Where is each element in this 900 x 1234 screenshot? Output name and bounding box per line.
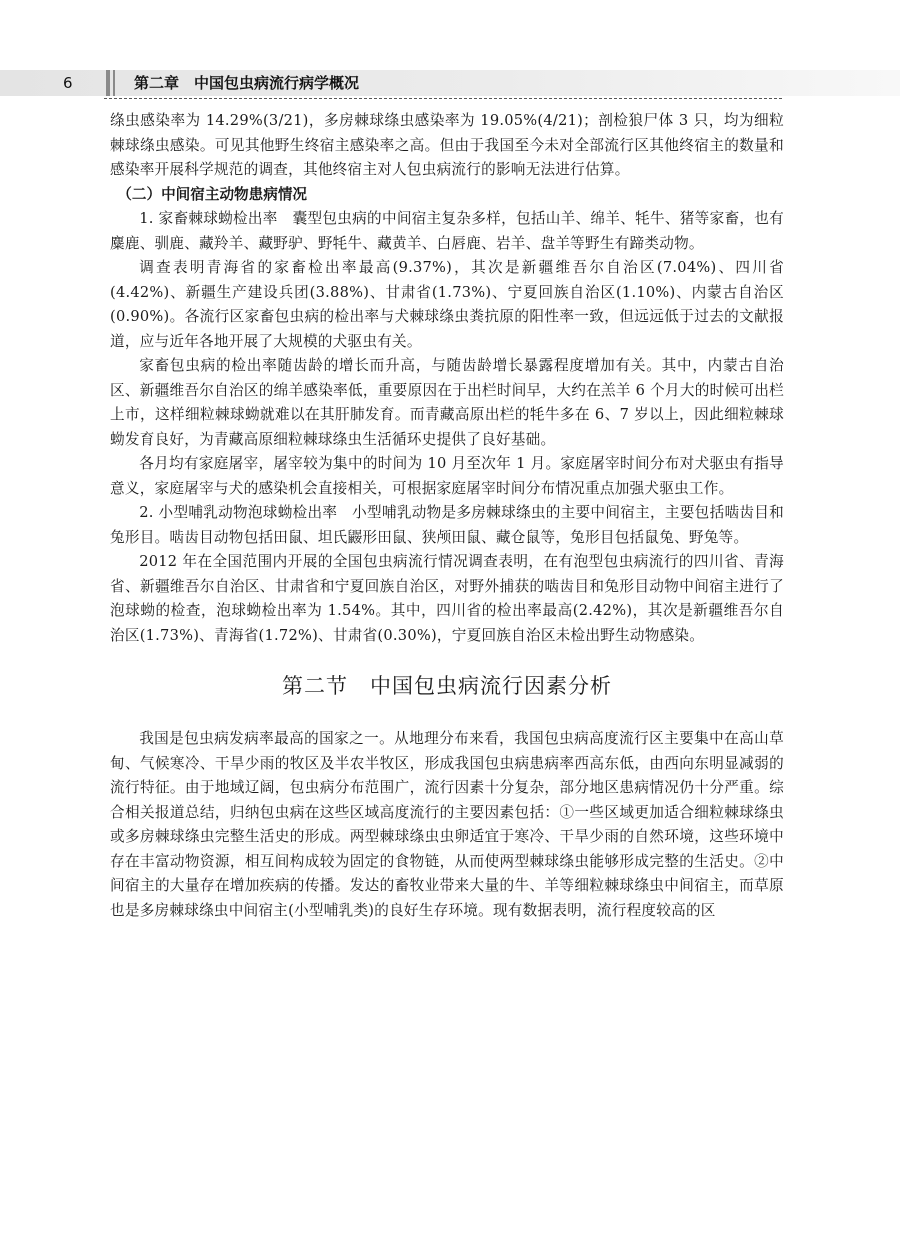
paragraph-continued: 绦虫感染率为 14.29%(3/21)，多房棘球绦虫感染率为 19.05%(4/21)；剖检狼尸体 3 只，均为细粒棘球绦虫感染。可见其他野生终宿主感染率之高。但由于我国至今未对全部流行区其他终宿主的数量和感染率开展科学规范的调查，其他终宿主对人包虫病流行的影响无法进行估算。 xyxy=(110,112,784,178)
paragraph-2012-survey: 2012 年在全国范围内开展的全国包虫病流行情况调查表明，在有泡型包虫病流行的四川省、青海省、新疆维吾尔自治区、甘肃省和宁夏回族自治区，对野外捕获的啮齿目和兔形目动物中间宿主进行了泡球蚴的检查，泡球蚴检出率为 1.54%。其中，四川省的检出率最高(2.42%)，其次是新疆维吾尔自治区(1.73%)、青海省(1.72%)、甘肃省(0.30%)，宁夏回族自治区未检出野生动物感染。 xyxy=(110,553,784,644)
section-heading: 第二节 中国包虫病流行因素分析 xyxy=(282,674,612,698)
paragraph-slaughter-timing: 各月均有家庭屠宰，屠宰较为集中的时间为 10 月至次年 1 月。家庭屠宰时间分布对犬驱虫有指导意义，家庭屠宰与犬的感染机会直接相关，可根据家庭屠宰时间分布情况重点加强犬驱虫工作。 xyxy=(110,455,784,497)
paragraph-small-mammals: 2. 小型哺乳动物泡球蚴检出率 小型哺乳动物是多房棘球绦虫的主要中间宿主，主要包括啮齿目和兔形目。啮齿目动物包括田鼠、坦氏鼹形田鼠、狭颅田鼠、藏仓鼠等，兔形目包括鼠兔、野兔等。 xyxy=(110,504,784,546)
page-number: 6 xyxy=(63,74,73,92)
paragraph-survey-results: 调查表明青海省的家畜检出率最高(9.37%)，其次是新疆维吾尔自治区(7.04%)、四川省(4.42%)、新疆生产建设兵团(3.88%)、甘肃省(1.73%)、宁夏回族自治区(1.10%)、内蒙古自治区(0.90%)。各流行区家畜包虫病的检出率与犬棘球绦虫粪抗原的阳性率一致，但远远低于过去的文献报道，应与近年各地开展了大规模的犬驱虫有关。 xyxy=(110,259,784,350)
page-body xyxy=(110,109,784,923)
header-divider-bars xyxy=(106,70,120,96)
paragraph-livestock-detection: 1. 家畜棘球蚴检出率 囊型包虫病的中间宿主复杂多样，包括山羊、绵羊、牦牛、猪等家畜，也有麋鹿、驯鹿、藏羚羊、藏野驴、野牦牛、藏黄羊、白唇鹿、岩羊、盘羊等野生有蹄类动物。 xyxy=(110,210,784,252)
subsection-heading: （二）中间宿主动物患病情况 xyxy=(117,185,308,203)
header-dashed-rule xyxy=(104,98,782,99)
running-header-chapter-title: 第二章 中国包虫病流行病学概况 xyxy=(134,74,360,92)
paragraph-age-factor: 家畜包虫病的检出率随齿龄的增长而升高，与随齿龄增长暴露程度增加有关。其中，内蒙古自治区、新疆维吾尔自治区的绵羊感染率低，重要原因在于出栏时间早，大约在羔羊 6 个月大的时候可出栏上市，这样细粒棘球蚴就难以在其肝肺发育。而青藏高原出栏的牦牛多在 6、7 岁以上，因此细粒棘球蚴发育良好，为青藏高原细粒棘球绦虫生活循环史提供了良好基础。 xyxy=(110,357,784,448)
paragraph-epidemic-factors: 我国是包虫病发病率最高的国家之一。从地理分布来看，我国包虫病高度流行区主要集中在高山草甸、气候寒冷、干旱少雨的牧区及半农半牧区，形成我国包虫病患病率西高东低，由西向东明显减弱的流行特征。由于地域辽阔，包虫病分布范围广，流行因素十分复杂，部分地区患病情况仍十分严重。综合相关报道总结，归纳包虫病在这些区域高度流行的主要因素包括：①一些区域更加适合细粒棘球绦虫或多房棘球绦虫完整生活史的形成。两型棘球绦虫虫卵适宜于寒冷、干旱少雨的自然环境，这些环境中存在丰富动物资源，相互间构成较为固定的食物链，从而使两型棘球绦虫能够形成完整的生活史。②中间宿主的大量存在增加疾病的传播。发达的畜牧业带来大量的牛、羊等细粒棘球绦虫中间宿主，而草原也是多房棘球绦虫中间宿主(小型哺乳类)的良好生存环境。现有数据表明，流行程度较高的区 xyxy=(110,730,784,919)
